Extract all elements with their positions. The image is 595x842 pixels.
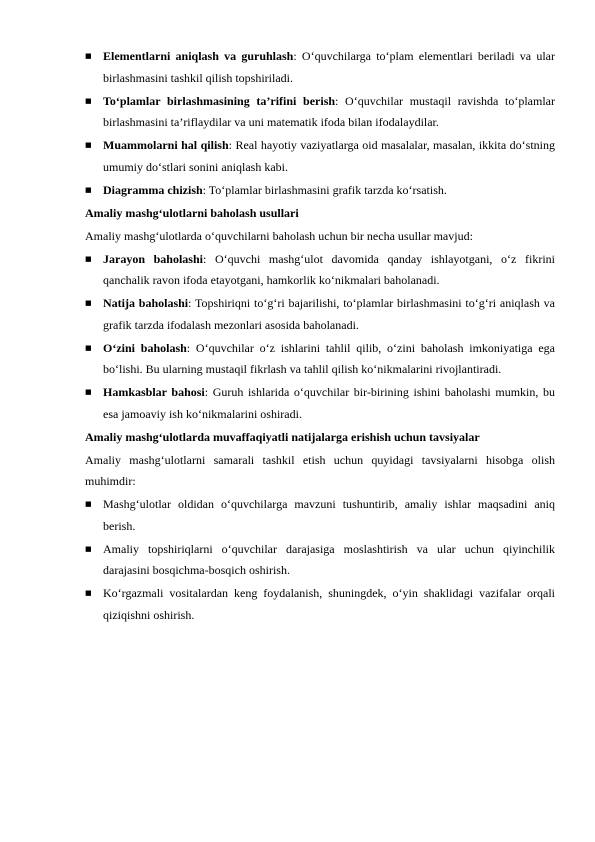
item-text: : O‘quvchilar mustaqil ravishda to‘plamlar birlashmasini ta’riflaydilar va uni matematik ifoda bilan ifodalaydilar.: [103, 93, 555, 129]
bullet-icon: ■: [85, 254, 92, 263]
item-text: : O‘quvchilarga to‘plam elementlari beriladi va ular birlashmasini tashkil qilish topshiriladi.: [103, 49, 555, 85]
item-term: Hamkasblar bahosi: [103, 385, 205, 399]
document-content: [85, 46, 555, 628]
list-item: [85, 135, 555, 178]
item-term: Natija baholashi: [103, 296, 189, 310]
bullet-icon: ■: [85, 299, 92, 307]
item-term: To‘plamlar birlashmasining ta’rifini berish: [103, 93, 336, 108]
list-item: [85, 338, 555, 381]
item-text: : O‘quvchi mashg‘ulot davomida qanday ishlayotgani, o‘z fikrini qanchalik ravon ifoda etayotgani, hamkorlik ko‘nikmalari baholanadi.: [103, 251, 555, 287]
list-item: [85, 91, 555, 134]
item-term: Diagramma chizish: [103, 182, 203, 197]
bullet-icon: ■: [85, 388, 92, 396]
item-term: Elementlarni aniqlash va guruhlash: [103, 49, 294, 63]
item-term: O‘zini baholash: [103, 340, 187, 355]
list-item: [85, 293, 555, 336]
section-intro: Amaliy mashg‘ulotlarda o‘quvchilarni baholash uchun bir necha usullar mavjud:: [85, 228, 473, 243]
list-item: [85, 539, 555, 582]
item-text: Amaliy topshiriqlarni o‘quvchilar darajasiga moslashtirish va ular uchun qiyinchilik darajasini bosqichma-bosqich oshirish.: [103, 541, 555, 577]
bullet-icon: ■: [85, 96, 92, 105]
bullet-icon: ■: [85, 500, 92, 508]
list-item: [85, 46, 555, 89]
bullet-icon: ■: [85, 343, 92, 352]
list-item: [85, 494, 555, 537]
section-heading: Amaliy mashg‘ulotlarda muvaffaqiyatli natijalarga erishish uchun tavsiyalar: [85, 429, 480, 444]
item-text: : Topshiriqni to‘g‘ri bajarilishi, to‘plamlar birlashmasini to‘g‘ri aniqlash va grafik tarzda ifodalash mezonlari asosida baholanadi.: [103, 296, 555, 332]
section-intro: Amaliy mashg‘ulotlarni samarali tashkil etish uchun quyidagi tavsiyalarni hisobga olish muhimdir:: [85, 452, 555, 488]
bullet-icon: ■: [85, 141, 92, 149]
item-text: Mashg‘ulotlar oldidan o‘quvchilarga mavzuni tushuntirib, amaliy ishlar maqsadini aniq berish.: [103, 497, 555, 533]
list-item: [85, 249, 555, 292]
list-item: [85, 583, 555, 626]
item-text: Ko‘rgazmali vositalardan keng foydalanish, shuningdek, o‘yin shaklidagi vazifalar orqali qiziqishni oshirish.: [103, 586, 555, 622]
item-text: : To‘plamlar birlashmasini grafik tarzda ko‘rsatish.: [202, 182, 447, 197]
item-text: : Real hayotiy vaziyatlarga oid masalalar, masalan, ikkita do‘stning umumiy do‘stlari sonini aniqlash kabi.: [103, 138, 555, 174]
item-term: Jarayon baholashi: [103, 251, 203, 266]
item-text: : O‘quvchilar o‘z ishlarini tahlil qilib, o‘zini baholash imkoniyatiga ega bo‘lishi. Bu ularning mustaqil fikrlash va tahlil qilish ko‘nikmalarini rivojlantiradi.: [103, 340, 555, 376]
item-text: : Guruh ishlarida o‘quvchilar bir-birining ishini baholashi mumkin, bu esa jamoaviy ish ko‘nikmalarini oshiradi.: [103, 385, 555, 421]
section-heading: Amaliy mashg‘ulotlarni baholash usullari: [85, 205, 299, 220]
bullet-icon: ■: [85, 52, 92, 60]
list-item: [85, 382, 555, 425]
bullet-icon: ■: [85, 185, 92, 194]
bullet-icon: ■: [85, 544, 92, 553]
list-item: [85, 180, 555, 202]
item-term: Muammolarni hal qilish: [103, 138, 229, 152]
bullet-icon: ■: [85, 589, 92, 597]
